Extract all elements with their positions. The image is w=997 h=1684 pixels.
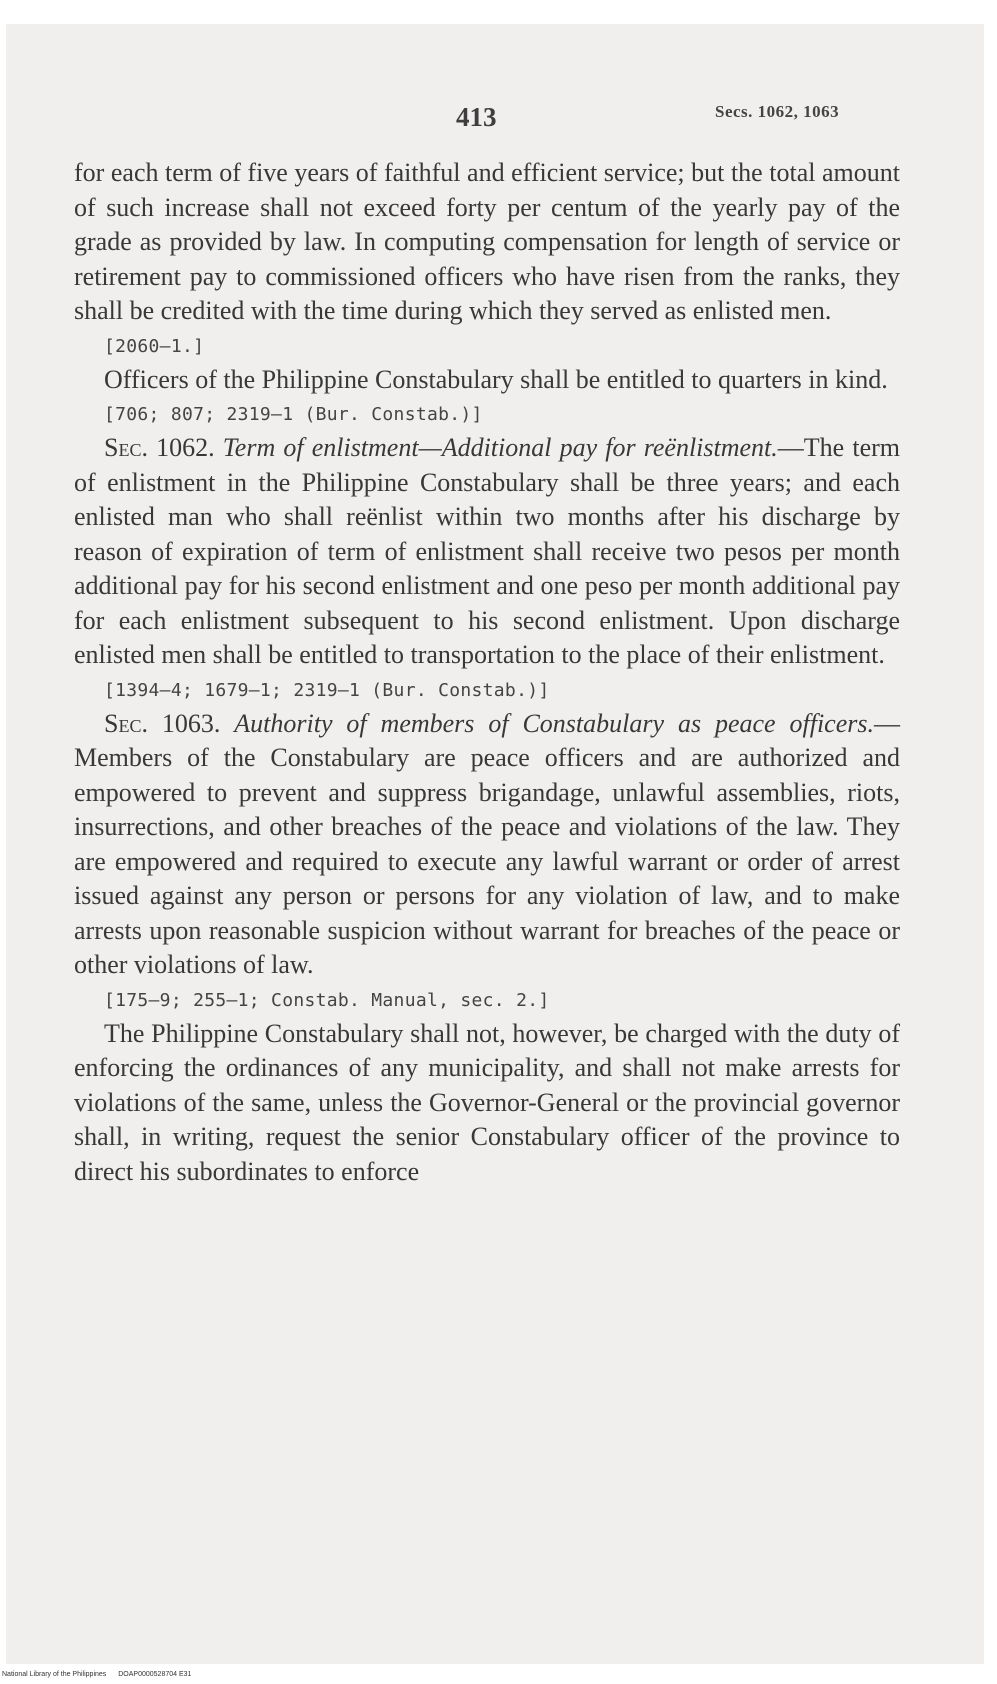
page-number: 413 bbox=[456, 102, 497, 132]
paragraph-ordinances: The Philippine Constabulary shall not, however, be charged with the duty of enforcing the ordinances of any municipality, and shall not make arrests for violations of the same, unless the Governor-General or the provincial governor shall, in writing, request the senior Constabulary officer of the province to direct his subordinates to enforce bbox=[74, 1018, 900, 1186]
footer-code: DOAP0000528704 E31 bbox=[118, 1671, 192, 1678]
section-label: Sec. 1063. bbox=[104, 708, 221, 738]
page-body bbox=[74, 156, 900, 1189]
section-title: Term of enlistment—Additional pay for reënlistment. bbox=[222, 433, 778, 462]
running-head: Secs. 1062, 1063 bbox=[715, 102, 840, 121]
citation: [2060—1.] bbox=[104, 335, 205, 357]
section-1062 bbox=[74, 431, 900, 673]
section-text: —The term of enlistment in the Philippine Constabulary shall be three years; and each enlisted man who shall reënlist within two months after his discharge by reason of expiration of term of enlistment shall receive two pesos per month additional pay for his second enlistment and one peso per month additional pay for each enlistment subsequent to his second enlistment. Upon discharge enlisted men shall be entitled to transportation to the place of their enlistment. bbox=[74, 433, 900, 669]
paragraph-continued: for each term of five years of faithful and efficient service; but the total amount of such increase shall not exceed forty per centum of the yearly pay of the grade as provided by law. In computing compensation for length of service or retirement pay to commissioned officers who have risen from the ranks, they shall be credited with the time during which they served as enlisted men. bbox=[74, 158, 900, 325]
paragraph-quarters: Officers of the Philippine Constabulary shall be entitled to quarters in kind. bbox=[104, 364, 888, 394]
citation: [1394—4; 1679—1; 2319—1 (Bur. Constab.)] bbox=[104, 679, 550, 701]
section-text: —Members of the Constabulary are peace officers and are authorized and empowered to prevent and suppress brigandage, unlawful assemblies, riots, insurrections, and other breaches of the peace and violations of the law. They are empowered and required to execute any lawful warrant or order of arrest issued against any person or persons for any violation of law, and to make arrests upon reasonable suspicion without warrant for breaches of the peace or other violations of law. bbox=[74, 708, 900, 979]
citation: [706; 807; 2319—1 (Bur. Constab.)] bbox=[104, 404, 483, 425]
section-label: Sec. 1062. bbox=[104, 433, 215, 462]
citation: [175—9; 255—1; Constab. Manual, sec. 2.] bbox=[104, 989, 550, 1011]
scan-footer bbox=[2, 1671, 201, 1678]
footer-library: National Library of the Philippines bbox=[2, 1671, 107, 1678]
section-title: Authority of members of Constabulary as peace officers. bbox=[234, 708, 874, 738]
section-1063 bbox=[74, 707, 900, 983]
